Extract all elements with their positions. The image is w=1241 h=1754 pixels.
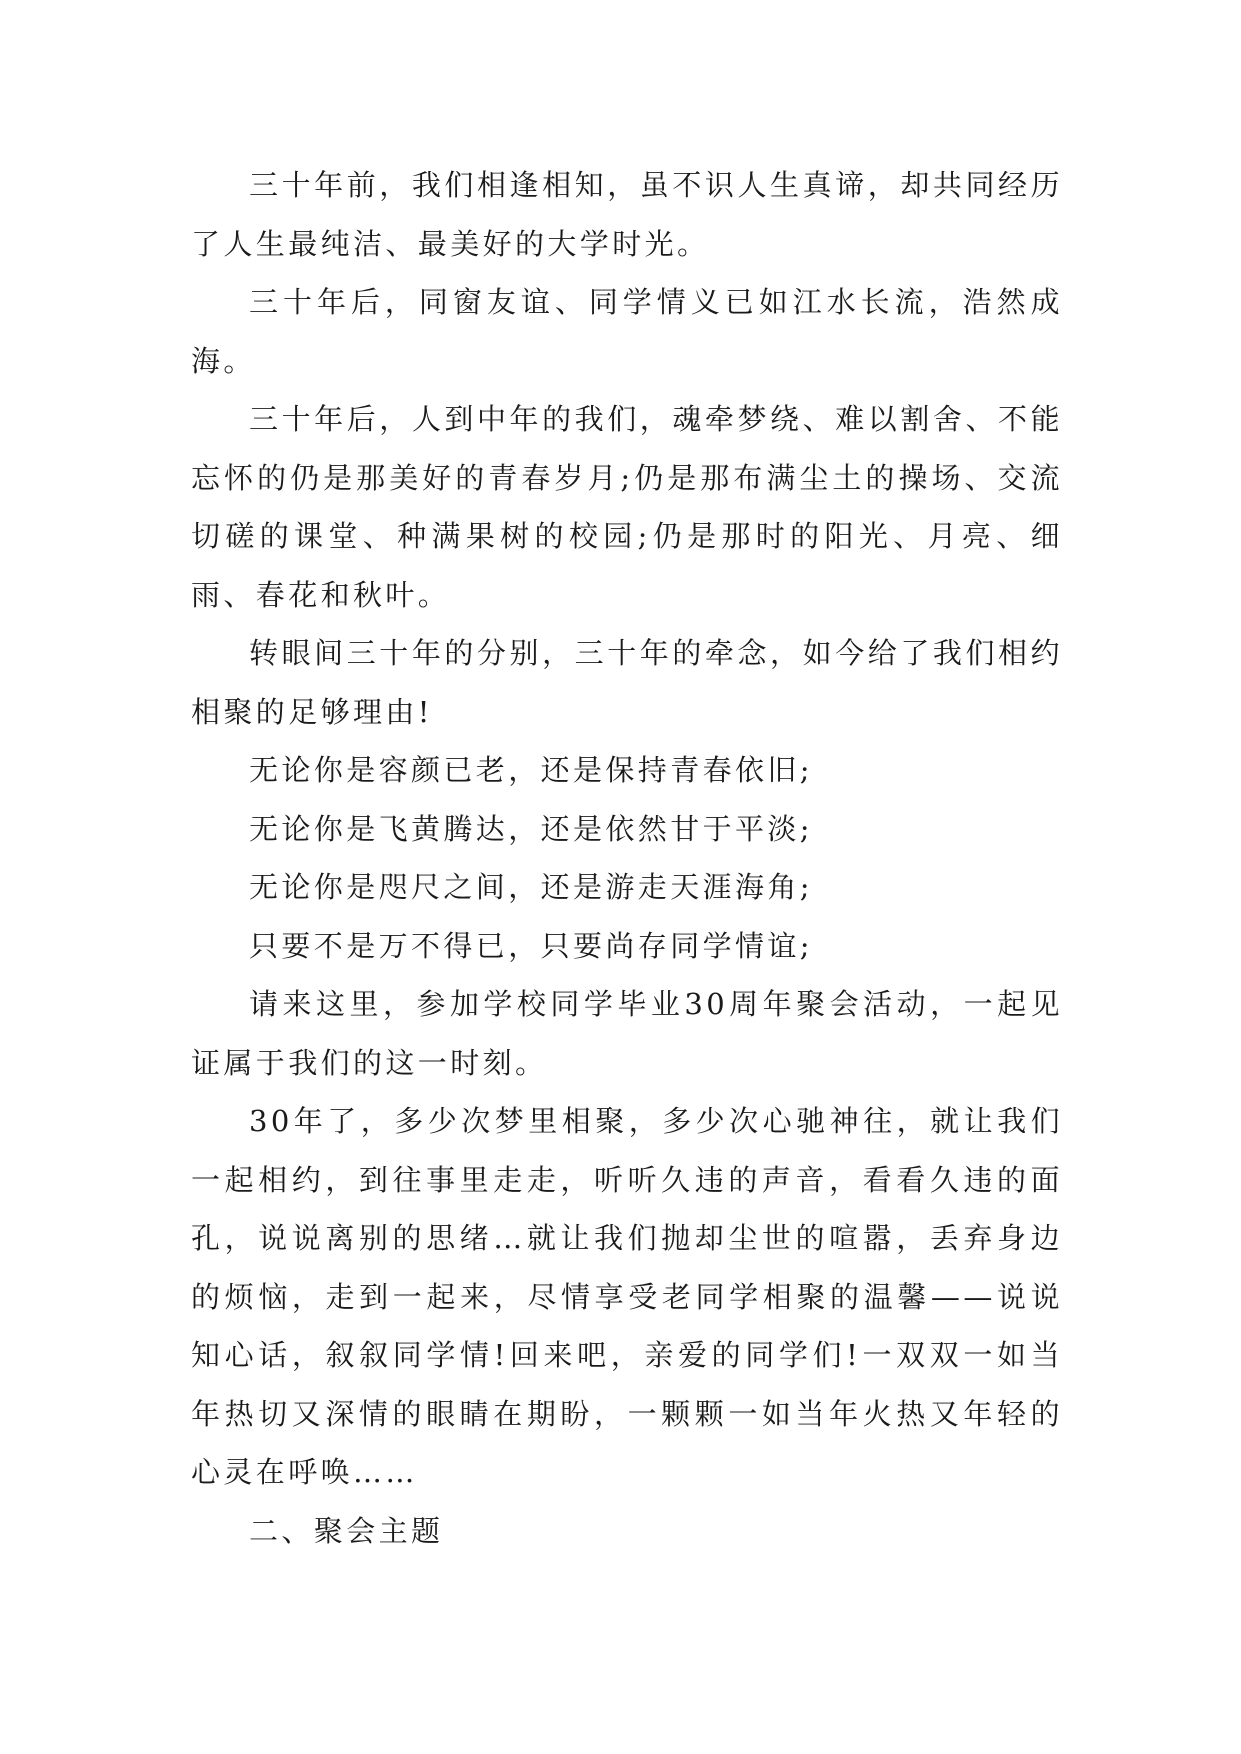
paragraph-1: 三十年前，我们相逢相知，虽不识人生真谛，却共同经历了人生最纯洁、最美好的大学时光。	[191, 168, 1063, 261]
paragraph-2: 三十年后，同窗友谊、同学情义已如江水长流，浩然成海。	[191, 285, 1063, 378]
paragraph-7: 无论你是咫尺之间，还是游走天涯海角;	[249, 870, 813, 904]
paragraph-4: 转眼间三十年的分别，三十年的牵念，如今给了我们相约相聚的足够理由!	[191, 636, 1063, 729]
paragraph-3: 三十年后，人到中年的我们，魂牵梦绕、难以割舍、不能忘怀的仍是那美好的青春岁月;仍是那布满尘土的操场、交流切磋的课堂、种满果树的校园;仍是那时的阳光、月亮、细雨、春花和秋叶。	[191, 402, 1063, 612]
paragraph-9: 请来这里，参加学校同学毕业30周年聚会活动，一起见证属于我们的这一时刻。	[191, 987, 1063, 1080]
section-heading: 二、聚会主题	[249, 1513, 444, 1548]
paragraph-8: 只要不是万不得已，只要尚存同学情谊;	[249, 928, 813, 963]
document-body	[191, 156, 1063, 1560]
paragraph-10: 30年了，多少次梦里相聚，多少次心驰神往，就让我们一起相约，到往事里走走，听听久违的声音，看看久违的面孔，说说离别的思绪…就让我们抛却尘世的喧嚣，丢弃身边的烦恼，走到一起来，尽情享受老同学相聚的温馨——说说知心话，叙叙同学情!回来吧，亲爱的同学们!一双双一如当年热切又深情的眼睛在期盼，一颗颗一如当年火热又年轻的心灵在呼唤……	[191, 1104, 1063, 1489]
paragraph-5: 无论你是容颜已老，还是保持青春依旧;	[249, 753, 813, 787]
paragraph-6: 无论你是飞黄腾达，还是依然甘于平淡;	[249, 811, 813, 846]
